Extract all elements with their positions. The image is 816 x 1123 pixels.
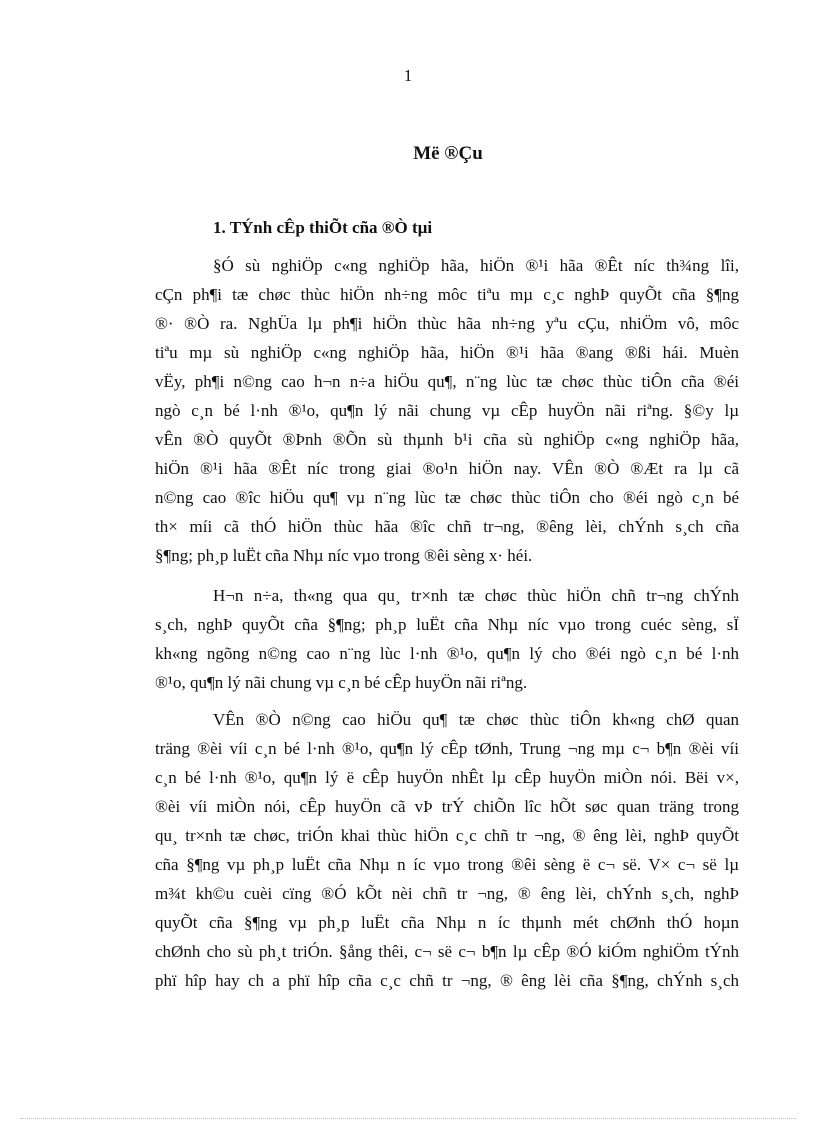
text-line: cña §¶ng vµ ph¸p luËt cña Nhµ n íc vµo trong ®êi sèng ë c¬ së. V× c¬ së lµ — [155, 855, 739, 874]
paragraph-1 — [155, 251, 739, 570]
paragraph-2 — [155, 581, 739, 697]
text-line: n©ng cao ®îc hiÖu qu¶ vµ n¨ng lùc tæ chøc thùc tiÔn cho ®éi ngò c¸n bé — [155, 488, 739, 507]
text-line: ®· ®Ò ra. NghÜa lµ ph¶i hiÖn thùc hãa nh÷ng yªu cÇu, nhiÖm vô, môc — [155, 314, 739, 333]
text-line: m¾t kh©u cuèi cïng ®Ó kÕt nèi chñ tr ¬ng, ® êng lèi, chÝnh s¸ch, nghÞ — [155, 884, 739, 903]
section-title: 1. TÝnh cÊp thiÕt cña ®Ò tµi — [213, 218, 433, 237]
page-heading: Më ®Çu — [413, 143, 483, 164]
text-line: th× míi cã thÓ hiÖn thùc hãa ®îc chñ tr¬ng, ®êng lèi, chÝnh s¸ch cña — [155, 517, 739, 536]
text-line: ®èi víi miÒn nói, cÊp huyÖn cã vÞ trÝ chiÕn lîc hÕt søc quan träng trong — [155, 797, 739, 816]
text-line: c¸n bé l·nh ®¹o, qu¶n lý ë cÊp huyÖn nhÊt lµ cÊp huyÖn miÒn nói. Bëi v×, — [155, 768, 739, 787]
page-bottom-divider — [20, 1118, 796, 1119]
text-line: s¸ch, nghÞ quyÕt cña §¶ng; ph¸p luËt cña Nhµ níc vµo trong cuéc sèng, sÏ — [155, 615, 739, 634]
text-line: tiªu mµ sù nghiÖp c«ng nghiÖp hãa, hiÖn ®¹i hãa ®ang ®ßi hái. Muèn — [155, 343, 739, 362]
text-line: VÊn ®Ò n©ng cao hiÖu qu¶ tæ chøc thùc tiÔn kh«ng chØ quan — [213, 710, 739, 729]
text-line: ®¹o, qu¶n lý nãi chung vµ c¸n bé cÊp huyÖn nãi riªng. — [155, 673, 528, 692]
text-line: träng ®èi víi c¸n bé l·nh ®¹o, qu¶n lý cÊp tØnh, Trung ¬ng mµ c¬ b¶n ®èi víi — [155, 739, 739, 758]
text-line: chØnh cho sù ph¸t triÓn. §ång thêi, c¬ së c¬ b¶n lµ cÊp ®Ó kiÓm nghiÖm tÝnh — [155, 942, 739, 961]
text-line: vËy, ph¶i n©ng cao h¬n n÷a hiÖu qu¶, n¨ng lùc tæ chøc thùc tiÔn cña ®éi — [155, 372, 739, 391]
text-line: kh«ng ngõng n©ng cao n¨ng lùc l·nh ®¹o, qu¶n lý cho ®éi ngò c¸n bé l·nh — [155, 644, 739, 663]
text-line: vÊn ®Ò quyÕt ®Þnh ®Õn sù thµnh b¹i cña sù nghiÖp c«ng nghiÖp hãa, — [155, 430, 739, 449]
text-line: H¬n n÷a, th«ng qua qu¸ tr×nh tæ chøc thùc hiÖn chñ tr¬ng chÝnh — [213, 586, 739, 605]
text-line: §¶ng; ph¸p luËt cña Nhµ níc vµo trong ®êi sèng x· héi. — [155, 546, 533, 565]
page-number: 1 — [403, 66, 413, 85]
text-line: qu¸ tr×nh tæ chøc, triÓn khai thùc hiÖn c¸c chñ tr ¬ng, ® êng lèi, nghÞ quyÕt — [155, 826, 739, 845]
text-line: §Ó sù nghiÖp c«ng nghiÖp hãa, hiÖn ®¹i hãa ®Êt níc th¾ng lîi, — [213, 256, 739, 275]
text-line: cÇn ph¶i tæ chøc thùc hiÖn nh÷ng môc tiªu mµ c¸c nghÞ quyÕt cña §¶ng — [155, 285, 739, 304]
paragraph-3 — [155, 705, 739, 995]
text-line: ngò c¸n bé l·nh ®¹o, qu¶n lý nãi chung vµ cÊp huyÖn nãi riªng. §©y lµ — [155, 401, 739, 420]
text-line: phï hîp hay ch a phï hîp cña c¸c chñ tr ¬ng, ® êng lèi cña §¶ng, chÝnh s¸ch — [155, 971, 739, 990]
text-line: hiÖn ®¹i hãa ®Êt níc trong giai ®o¹n hiÖn nay. VÊn ®Ò ®Æt ra lµ cã — [155, 459, 739, 478]
text-line: quyÕt cña §¶ng vµ ph¸p luËt cña Nhµ n íc thµnh mét chØnh thÓ hoµn — [155, 913, 739, 932]
